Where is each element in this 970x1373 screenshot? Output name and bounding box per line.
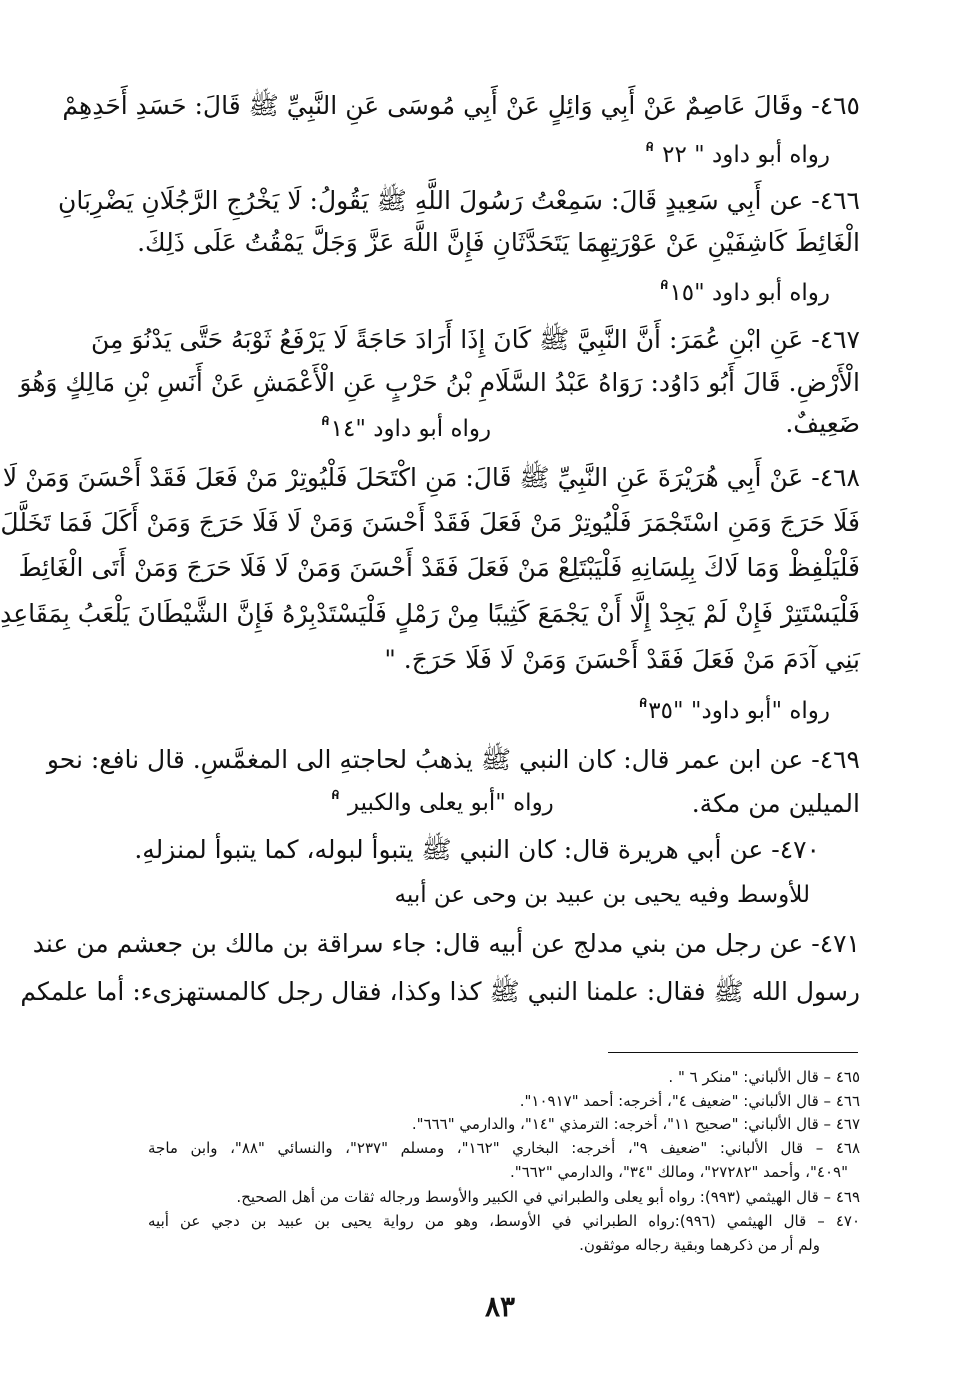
hadith-467-line-2: الْأَرْضِ. قَالَ أَبُو دَاوُد: رَوَاهُ عَبْدُ السَّلَامِ بْنُ حَرْبٍ عَنِ الْأَعْمَشِ عَنْ أَنَسِ بْنِ مَالِكٍ وَهُوَ [19, 368, 860, 397]
hadith-465-source: رواه أبو داود " ٢٢ "ْ [644, 142, 830, 168]
hadith-468-line-5: بَنِي آدَمَ مَنْ فَعَلَ فَقَدْ أَحْسَنَ وَمَنْ لَا فَلَا حَرَجَ. " [384, 645, 860, 674]
hadith-468-line-3: فَلْيَلْفِظْ وَمَا لَاكَ بِلِسَانِهِ فَلْيَبْتَلِعْ مَنْ فَعَلَ فَقَدْ أَحْسَنَ وَمَنْ لَا فَلَا حَرَجَ وَمَنْ أَتَى الْغَائِطَ [18, 553, 860, 582]
hadith-465-line-1: ٤٦٥- وقَالَ عَاصِمٌ عَنْ أَبِي وَائِلٍ عَنْ أَبِي مُوسَى عَنِ النَّبِيِّ ﷺ قَالَ: حَسَدِ أَحَدِهِمْ [62, 91, 860, 120]
footnote-465: ٤٦٥ – قال الألباني: "منكر ٦ " . [668, 1068, 860, 1086]
hadith-470-line-1: ٤٧٠- عن أبي هريرة قال: كان النبي ﷺ يتبوأ لبوله، كما يتبوأ لمنزلهِ. [134, 835, 820, 864]
hadith-469-source: رواه "أبو يعلى والكبير "ْ [330, 790, 554, 816]
hadith-468-line-2: فَلَا حَرَجَ وَمَنِ اسْتَجْمَرَ فَلْيُوتِرْ مَنْ فَعَلَ فَقَدْ أَحْسَنَ وَمَنْ لَا فَلَا حَرَجَ وَمَنْ أَكَلَ فَمَا تَخَلَّلَ [0, 508, 860, 537]
hadith-467-line-1: ٤٦٧- عَنِ ابْنِ عُمَرَ: أَنَّ النَّبِيَّ ﷺ كَانَ إِذَا أَرَادَ حَاجَةً لَا يَرْفَعُ ثَوْبَهُ حَتَّى يَدْنُوَ مِنَ [91, 325, 860, 354]
footnote-divider [608, 1052, 858, 1053]
hadith-470-source: للأوسط وفيه يحيى بن عبيد بن وحى عن أبيه [394, 882, 810, 908]
hadith-468-line-1: ٤٦٨- عَنْ أَبِي هُرَيْرَةَ عَنِ النَّبِيِّ ﷺ قَالَ: مَنِ اكْتَحَلَ فَلْيُوتِرْ مَنْ فَعَلَ فَقَدْ أَحْسَنَ وَمَنْ لَا [2, 463, 860, 492]
hadith-468-line-4: فَلْيَسْتَتِرْ فَإِنْ لَمْ يَجِدْ إِلَّا أَنْ يَجْمَعَ كَثِيبًا مِنْ رَمْلٍ فَلْيَسْتَدْبِرْهُ فَإِنَّ الشَّيْطَانَ يَلْعَبُ بِمَقَاعِدِ [0, 599, 860, 628]
hadith-471-line-2: رسول الله ﷺ فقال: علمنا النبي ﷺ كذا وكذا، فقال رجل كالمستهزىء: أما علمكم [20, 977, 860, 1006]
footnote-469: ٤٦٩ – قال الهيثمي (٩٩٣): رواه أبو يعلى والطبراني في الكبير والأوسط ورجاله ثقات من أهل الصحيح. [236, 1188, 860, 1206]
hadith-466-line-2: الْغَائِطَ كَاشِفَيْنِ عَنْ عَوْرَتِهِمَا يَتَحَدَّثَانِ فَإِنَّ اللَّهَ عَزَّ وَجَلَّ يَمْقُتُ عَلَى ذَلِكَ. [137, 228, 860, 257]
page-number: ٨٣ [484, 1290, 516, 1323]
hadith-467-source: رواه أبو داود "١٤"ْ [320, 416, 492, 442]
hadith-468-source: رواه "أبو داود" "٣٥"ْ [637, 698, 830, 724]
footnote-468-line-2: "٤٠٩"، وأحمد "٢٧٢٨٢"، ومالك "٣٤"، والدارمي "٦٦٢". [510, 1163, 848, 1181]
hadith-469-line-1: ٤٦٩- عن ابن عمر قال: كان النبي ﷺ يذهبُ لحاجتهِ الى المغمَّسِ. قال نافع: نحو [46, 745, 860, 774]
hadith-471-line-1: ٤٧١- عن رجل من بني مدلج عن أبيه قال: جاء سراقة بن مالك بن جعشم من عند [32, 929, 860, 958]
hadith-466-line-1: ٤٦٦- عن أَبِي سَعِيدٍ قَالَ: سَمِعْتُ رَسُولَ اللَّهِ ﷺ يَقُولُ: لَا يَخْرُجِ الرَّجُلَانِ يَضْرِبَانِ [58, 186, 860, 215]
footnote-468-line-1: ٤٦٨ – قال الألباني: "ضعيف ٩"، أخرجه: البخاري "١٦٢"، ومسلم "٢٣٧"، والنسائي "٨٨"، وابن ماجة [148, 1139, 861, 1157]
footnote-470-line-2: ولم أر من ذكرهما وبقية رجاله موثقون. [579, 1236, 820, 1254]
footnote-467: ٤٦٧ – قال الألباني: "صحيح ١١"، أخرجه: الترمذي "١٤"، والدارمي "٦٦٦". [411, 1115, 860, 1133]
hadith-466-source: رواه أبو داود "١٥"ْ [658, 280, 830, 306]
footnote-466: ٤٦٦ – قال الألباني: "ضعيف ٤"، أخرجه: أحمد "١٠٩١٧". [519, 1092, 860, 1110]
hadith-467-line-3: ضَعِيفٌ. [785, 409, 860, 438]
hadith-469-line-2: الميلين من مكة. [691, 789, 860, 818]
footnote-470-line-1: ٤٧٠ – قال الهيثمي (٩٩٦):رواه الطبراني في الأوسط، وهو من رواية يحيى بن عبيد بن دجي عن أبيه [148, 1212, 860, 1230]
